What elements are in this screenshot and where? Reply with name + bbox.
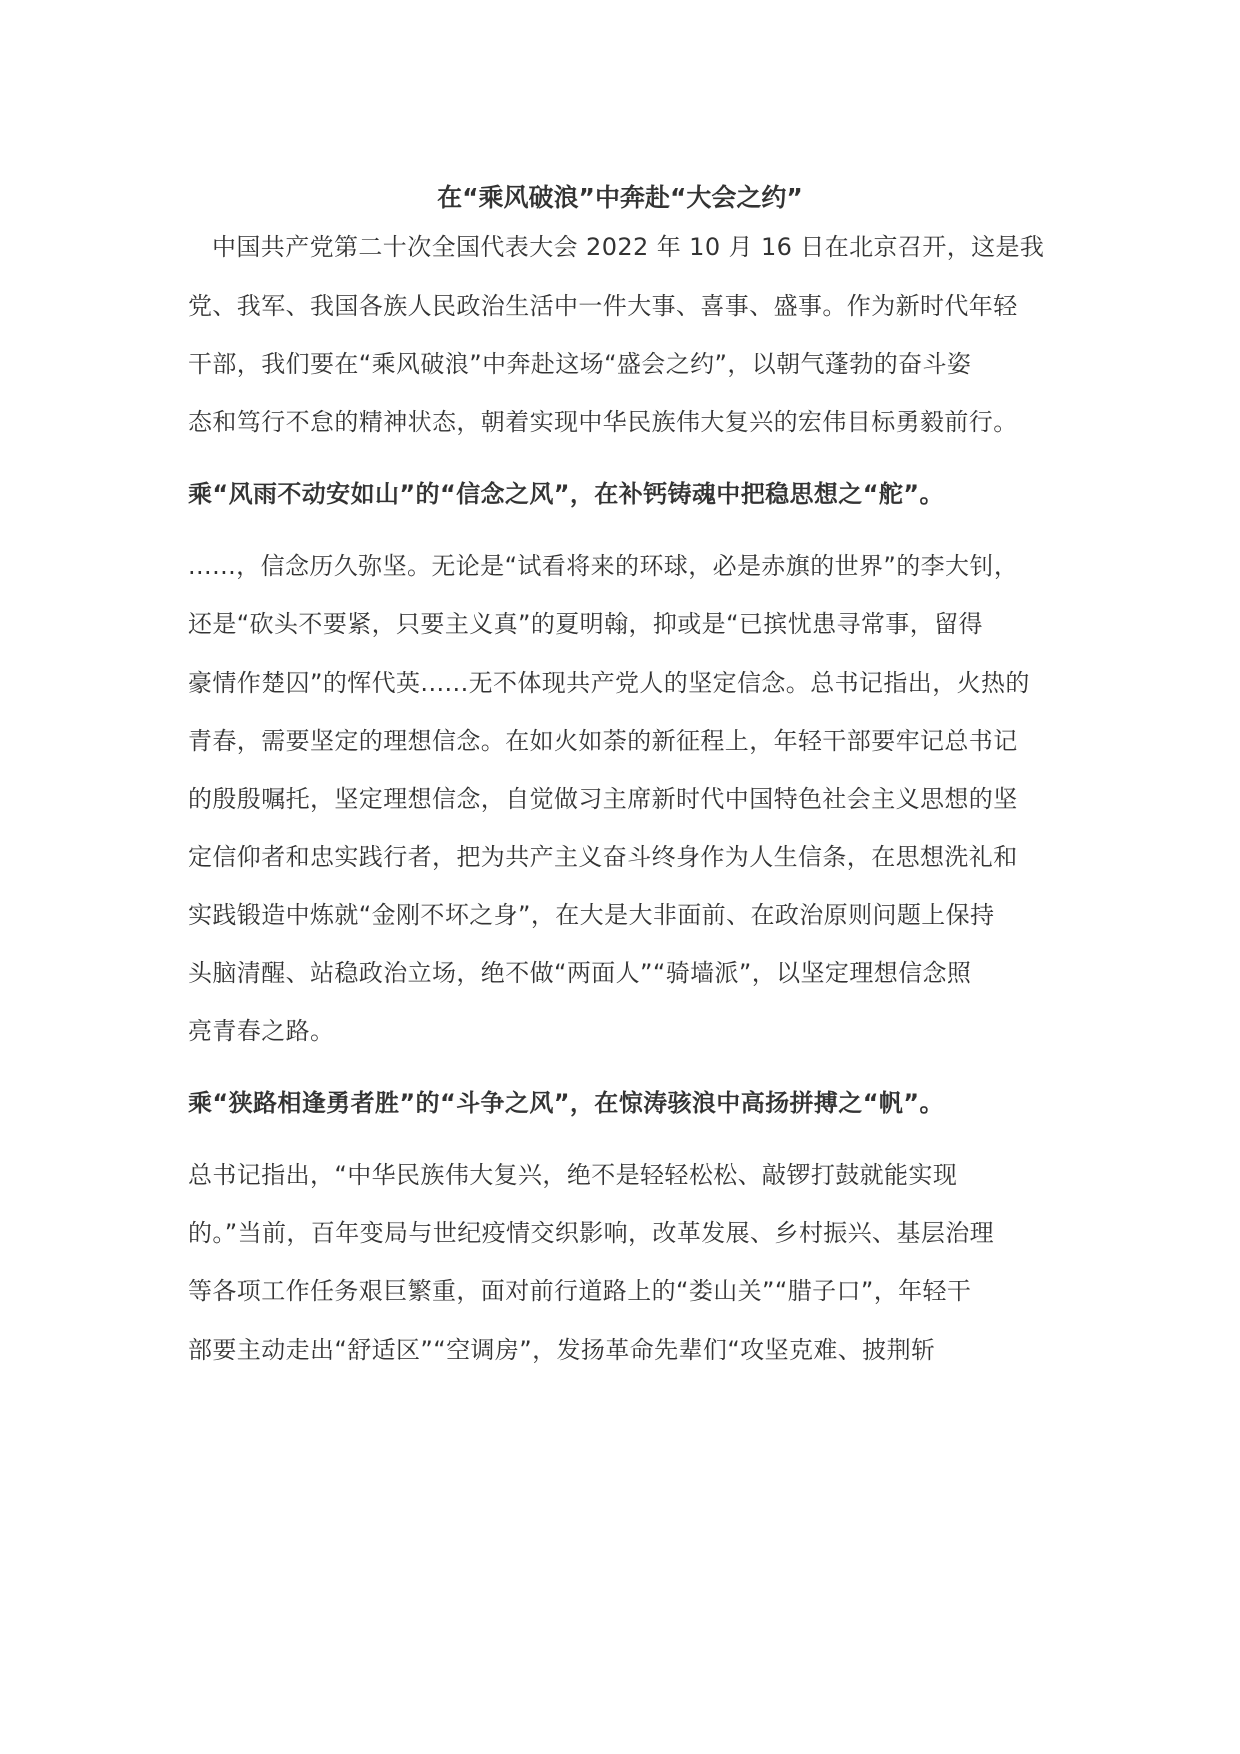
paragraph-3-line-2: 的。”当前，百年变局与世纪疫情交织影响，改革发展、乡村振兴、基层治理 <box>188 1219 995 1247</box>
paragraph-2-line-1: ......，信念历久弥坚。无论是“试看将来的环球，必是赤旗的世界”的李大钊， <box>188 552 1019 580</box>
paragraph-2-line-2: 还是“砍头不要紧，只要主义真”的夏明翰，抑或是“已摈忧患寻常事，留得 <box>188 610 983 638</box>
paragraph-1-line-3: 干部，我们要在“乘风破浪”中奔赴这场“盛会之约”，以朝气蓬勃的奋斗姿 <box>188 350 972 378</box>
paragraph-1-line-1: 中国共产党第二十次全国代表大会 2022 年 10 月 16 日在北京召开，这是我 <box>212 233 1045 261</box>
paragraph-3-line-1: 总书记指出，“中华民族伟大复兴，绝不是轻轻松松、敲锣打鼓就能实现 <box>188 1161 958 1189</box>
paragraph-2-line-4: 青春，需要坚定的理想信念。在如火如荼的新征程上，年轻干部要牢记总书记 <box>188 727 1018 755</box>
paragraph-2-line-3: 豪情作楚囚”的恽代英......无不体现共产党人的坚定信念。总书记指出，火热的 <box>188 669 1030 697</box>
paragraph-2-line-7: 实践锻造中炼就“金刚不坏之身”，在大是大非面前、在政治原则问题上保持 <box>188 901 995 929</box>
paragraph-1-line-4: 态和笃行不怠的精神状态，朝着实现中华民族伟大复兴的宏伟目标勇毅前行。 <box>188 408 1018 436</box>
paragraph-2-line-5: 的殷殷嘱托，坚定理想信念，自觉做习主席新时代中国特色社会主义思想的坚 <box>188 785 1018 813</box>
section-heading-1: 乘“风雨不动安如山”的“信念之风”，在补钙铸魂中把稳思想之“舵”。 <box>188 480 944 508</box>
paragraph-3-line-3: 等各项工作任务艰巨繁重，面对前行道路上的“娄山关”“腊子口”，年轻干 <box>188 1277 972 1305</box>
paragraph-2-line-9: 亮青春之路。 <box>188 1017 335 1045</box>
paragraph-2-line-6: 定信仰者和忠实践行者，把为共产主义奋斗终身作为人生信条，在思想洗礼和 <box>188 843 1018 871</box>
document-title: 在“乘风破浪”中奔赴“大会之约” <box>437 183 803 212</box>
paragraph-2-line-8: 头脑清醒、站稳政治立场，绝不做“两面人”“骑墙派”，以坚定理想信念照 <box>188 959 972 987</box>
paragraph-3-line-4: 部要主动走出“舒适区”“空调房”，发扬革命先辈们“攻坚克难、披荆斩 <box>188 1336 936 1364</box>
paragraph-1-line-2: 党、我军、我国各族人民政治生活中一件大事、喜事、盛事。作为新时代年轻 <box>188 292 1018 320</box>
section-heading-2: 乘“狭路相逢勇者胜”的“斗争之风”，在惊涛骇浪中高扬拼搏之“帆”。 <box>188 1089 944 1117</box>
